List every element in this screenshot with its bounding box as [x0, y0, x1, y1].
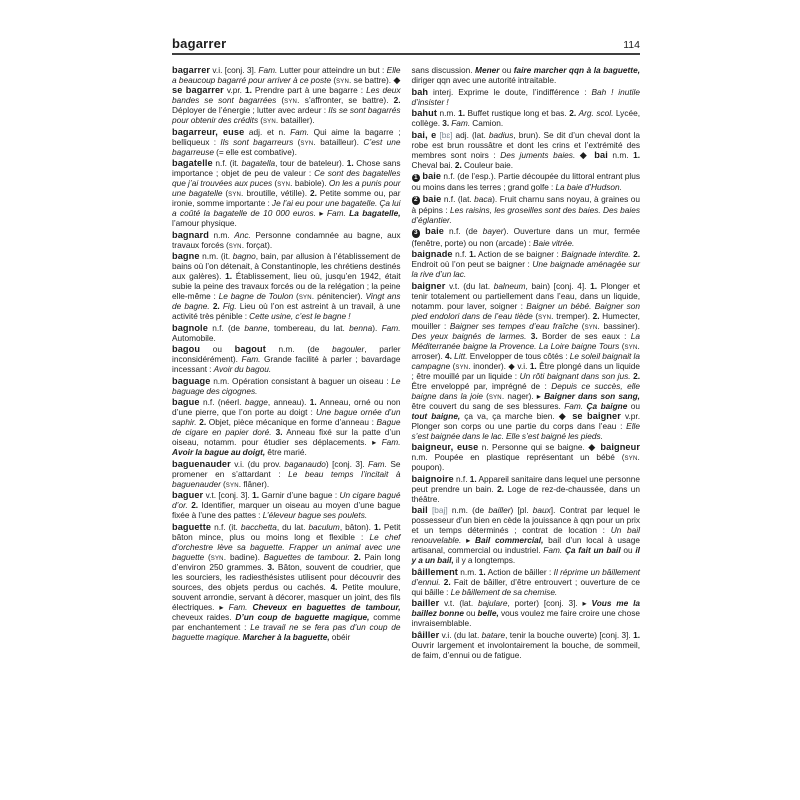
header-rule — [172, 53, 640, 55]
dictionary-entry: baigneur, euse n. Personne qui se baigne. ◆ baigneur n.m. Poupée en plastique représentant un bébé (syn. poupon). — [411, 442, 640, 473]
dictionary-entry: baigner v.t. (du lat. balneum, bain) [conj. 4]. 1. Plonger et tenir totalement ou partiellement dans l’eau, dans un liquide, notamm. pour laver, soigner : Baigner un bébé. Baigner son pied endolori dans de l’eau tiède (syn. tremper). 2. Humecter, mouiller : Baigner ses tempes d’eau fraîche (syn. bassiner). Des yeux baignés de larmes. 3. Border de ses eaux : La Méditerranée baigne la Provence. La Loire baigne Tours (syn. arroser). 4. Litt. Envelopper de tous côtés : Le soleil baignait la campagne (syn. inonder). ◆ v.i. 1. Être plongé dans un liquide ; être mouillé par un liquide : Un rôti baignant dans son jus. 2. Être enveloppé par, imprégné de : Depuis ce succès, elle baigne dans la joie (syn. nager). ▸ Baigner dans son sang, être couvert du sang de ses blessures. Fam. Ça baigne ou tout baigne, ça va, ça marche bien. ◆ se baigner v.pr. Plonger son corps ou une partie du corps dans l’eau : Elle s’est baignée dans le lac. Elle s’est baigné les pieds. — [411, 280, 641, 441]
headword: ◆ se baigner — [558, 410, 621, 421]
dictionary-entry: baguage n.m. Opération consistant à baguer un oiseau : Le baguage des cigognes. — [172, 375, 401, 396]
headword: ◆ se bagarrer — [172, 75, 401, 95]
dictionary-entry: bagne n.m. (it. bagno, bain, par allusion à l’établissement de bains où l’on détenait, à Constantinople, les chrétiens destinés aux galères). 1. Établissement, lieu où, jusqu’en 1942, était subie la peine des travaux forcés ou de la relégation ; la peine elle-même : Le bagne de Toulon (syn. pénitencier). Vingt ans de bagne. 2. Fig. Lieu où l’on est astreint à un travail, à une activité très pénible : Cette usine, c’est le bagne ! — [172, 251, 401, 321]
dictionary-page — [172, 0, 640, 661]
headword: bâiller — [411, 629, 440, 640]
dictionary-entry: baignade n.f. 1. Action de se baigner : Baignade interdite. 2. Endroit où l’on peut se baigner : Une baignade aménagée sur la rive d’un lac. — [411, 249, 640, 280]
dictionary-entry: bah interj. Exprime le doute, l’indifférence : Bah ! inutile d’insister ! — [411, 86, 640, 107]
headword: bahut — [411, 108, 438, 118]
dictionary-entry: bagatelle n.f. (it. bagatella, tour de bateleur). 1. Chose sans importance ; objet de peu de valeur : Ce sont des bagatelles que j’ai trouvées aux puces (syn. babiole). On les a punis pour une bagatelle (syn. broutille, vétille). 2. Petite somme ou, par ironie, somme importante : Je l’ai eu pour une bagatelle. Ça lui a coûté la bagatelle de 10 000 euros. ▸ Fam. La bagatelle, l’amour physique. — [172, 158, 401, 228]
running-head: bagarrer — [172, 36, 227, 51]
dictionary-entry: bâiller v.i. (du lat. batare, tenir la bouche ouverte) [conj. 3]. 1. Ouvrir largement et involontairement la bouche, de sommeil, de faim, d’ennui ou de fatigue. — [411, 629, 640, 660]
homonym-number-badge: 3 — [412, 229, 421, 238]
dictionary-entry: bagnard n.m. Anc. Personne condamnée au bagne, aux travaux forcés (syn. forçat). — [172, 229, 401, 250]
headword: baie — [422, 171, 442, 181]
phonetic-transcription: [bɛ] — [439, 129, 453, 140]
column-left — [172, 65, 401, 661]
headword: baigner — [411, 280, 446, 291]
headword: bagarrer — [172, 65, 211, 75]
dictionary-entry: bagou ou bagout n.m. (de bagouler, parler inconsidérément). Fam. Grande facilité à parler ; bavardage incessant : Avoir du bagou. — [172, 344, 401, 374]
homonym-number-badge: 1 — [412, 174, 421, 183]
headword: bah — [411, 86, 429, 97]
dictionary-entry: baignoire n.f. 1. Appareil sanitaire dans lequel une personne peut prendre un bain. 2. Loge de rez-de-chaussée, dans un théâtre. — [411, 473, 640, 504]
headword: ◆ bai — [579, 149, 608, 160]
phonetic-transcription: [baj] — [431, 505, 448, 516]
headword: bagout — [234, 344, 266, 354]
headword: baie — [422, 193, 442, 204]
dictionary-entry: 3 baie n.f. (de bayer). Ouverture dans un mur, fermée (fenêtre, porte) ou non (arcade) : Baie vitrée. — [411, 226, 640, 248]
headword: baguenauder — [172, 458, 231, 469]
page-header — [172, 0, 640, 51]
headword: baguette — [172, 521, 212, 532]
headword: baguer — [172, 490, 204, 500]
dictionary-entry: bai, e [bɛ] adj. (lat. badius, brun). Se dit d’un cheval dont la robe est brun roussâtre et dont les crins et l’extrémité des membres sont noirs : Des juments baies. ◆ bai n.m. 1. Cheval bai. 2. Couleur baie. — [411, 129, 640, 170]
homonym-number-badge: 2 — [412, 196, 421, 205]
dictionary-entry: bagnole n.f. (de banne, tombereau, du lat. benna). Fam. Automobile. — [172, 322, 401, 343]
dictionary-entry: 1 baie n.f. (de l’esp.). Partie découpée du littoral entrant plus ou moins dans les terres ; grand golfe : La baie d’Hudson. — [411, 171, 640, 193]
headword: ◆ baigneur — [588, 442, 640, 453]
headword: bail — [411, 505, 428, 516]
headword: bai, e — [411, 129, 437, 140]
dictionary-entry: 2 baie n.f. (lat. baca). Fruit charnu sans noyau, à graines ou à pépins : Les raisins, les groseilles sont des baies. Des baies d’églantier. — [411, 193, 640, 225]
page-number: 114 — [623, 39, 640, 51]
headword: baignoire — [411, 473, 454, 484]
headword: baie — [425, 226, 444, 237]
headword: bagarreur, euse — [172, 126, 245, 137]
headword: bagne — [172, 251, 200, 261]
headword: bâillement — [411, 566, 458, 577]
headword: bagatelle — [172, 158, 213, 168]
headword: bagnole — [172, 322, 208, 333]
dictionary-entry: bagarreur, euse adj. et n. Fam. Qui aime la bagarre ; belliqueux : Ils sont bagarreurs (syn. batailleur). C’est une bagarreuse (= elle est combative). — [172, 126, 401, 157]
dictionary-entry: bague n.f. (néerl. bagge, anneau). 1. Anneau, orné ou non d’une pierre, que l’on porte au doigt : Une bague ornée d’un saphir. 2. Objet, pièce mécanique en forme d’anneau : Bague de cigare en papier doré. 3. Anneau fixé sur la patte d’un oiseau, notamm. pour étudier ses déplacements. ▸ Fam. Avoir la bague au doigt, être marié. — [172, 397, 401, 457]
dictionary-entry-continuation: sans discussion. Mener ou faire marcher qqn à la baguette, diriger qqn avec une autorité intraitable. — [411, 65, 640, 85]
dictionary-entry: bagarrer v.i. [conj. 3]. Fam. Lutter pour atteindre un but : Elle a beaucoup bagarré pour arriver à ce poste (syn. se battre). ◆ se bagarrer v.pr. 1. Prendre part à une bagarre : Les deux bandes se sont bagarrées (syn. s’affronter, se battre). 2. Déployer de l’énergie ; lutter avec ardeur : Ils se sont bagarrés pour obtenir des crédits (syn. batailler). — [172, 65, 401, 125]
headword: baguage — [172, 375, 211, 386]
dictionary-entry: baguer v.t. [conj. 3]. 1. Garnir d’une bague : Un cigare bagué d’or. 2. Identifier, marquer un oiseau au moyen d’une bague fixée à l’une des pattes : L’éleveur bague ses poulets. — [172, 490, 401, 520]
dictionary-entry: bahut n.m. 1. Buffet rustique long et bas. 2. Arg. scol. Lycée, collège. 3. Fam. Camion. — [411, 108, 641, 128]
dictionary-entry: bâillement n.m. 1. Action de bâiller : Il réprime un bâillement d’ennui. 2. Fait de bâiller, d’être entrouvert ; ouverture de ce qui bâille : Le bâillement de sa chemise. — [411, 566, 640, 597]
dictionary-entry: baguette n.f. (it. bacchetta, du lat. baculum, bâton). 1. Petit bâton mince, plus ou moins long et flexible : Le chef d’orchestre lève sa baguette. Frapper un animal avec une baguette (syn. badine). Baguettes de tambour. 2. Pain long d’environ 250 grammes. 3. Bâton, souvent de coudrier, que les sourciers, les radiesthésistes utilisent pour découvrir des sources, des objets perdus ou cachés. 4. Petite moulure, souvent arrondie, servant à décorer, masquer un joint, des fils électriques. ▸ Fam. Cheveux en baguettes de tambour, cheveux raides. D’un coup de baguette magique, comme par enchantement : Le travail ne se fera pas d’un coup de baguette magique. Marcher à la baguette, obéir — [172, 521, 401, 642]
headword: baigneur, euse — [411, 442, 479, 453]
headword: baignade — [411, 249, 453, 260]
headword: bailler — [411, 598, 440, 609]
column-right — [412, 65, 641, 661]
dictionary-columns — [172, 65, 640, 661]
headword: bagou — [172, 344, 201, 354]
headword: bagnard — [172, 229, 209, 240]
dictionary-entry: bail [baj] n.m. (de bailler) [pl. baux]. Contrat par lequel le possesseur d’un bien en cède la jouissance à qqn pour un prix et un temps déterminés ; contrat de location : Un bail renouvelable. ▸ Bail commercial, bail d’un local à usage artisanal, commercial ou industriel. Fam. Ça fait un bail ou il y a un bail, il y a longtemps. — [411, 505, 641, 566]
dictionary-entry: bailler v.t. (lat. bajulare, porter) [conj. 3]. ▸ Vous me la baillez bonne ou belle, vous voulez me faire croire une chose invraisemblable. — [411, 598, 640, 629]
dictionary-entry: baguenauder v.i. (du prov. baganaudo) [conj. 3]. Fam. Se promener en s’attardant : Le beau temps l’incitait à baguenauder (syn. flâner). — [172, 458, 401, 489]
headword: bague — [172, 397, 200, 407]
